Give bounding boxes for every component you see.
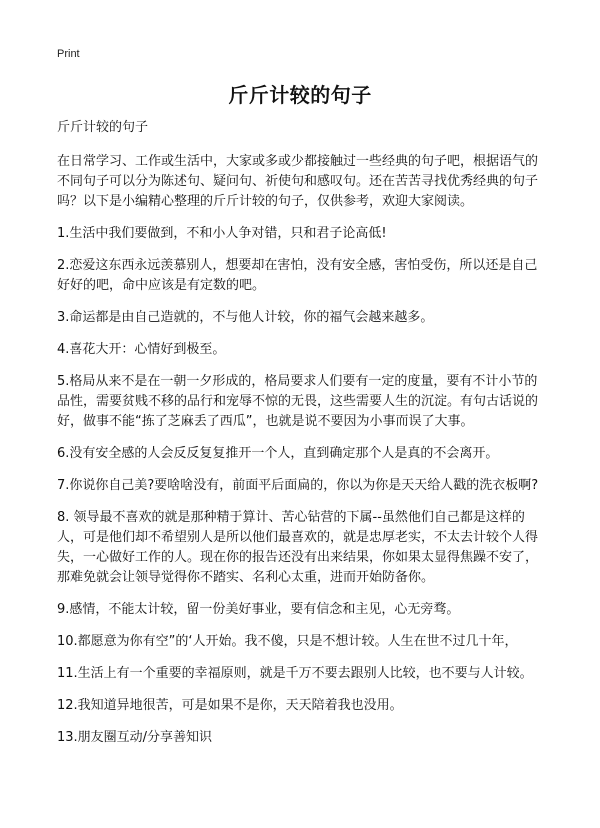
document-subtitle: 斤斤计较的句子 — [57, 120, 149, 135]
list-item: 6.没有安全感的人会反反复复推开一个人，直到确定那个人是真的不会离开。 — [57, 446, 499, 461]
list-item: 9.感情，不能太计较，留一份美好事业，要有信念和主见，心无旁骛。 — [57, 602, 460, 617]
list-item: 11.生活上有一个重要的幸福原则，就是千万不要去跟别人比较，也不要与人计较。 — [57, 666, 533, 681]
list-item: 5.格局从来不是在一朝一夕形成的，格局要求人们要有一定的度量，要有不计小节的品性，需要贫贱不移的品行和宠辱不惊的无畏，这些需要人生的沉淀。有句古话说的好，做事不能“拣了芝麻丢了西瓜”，也就是说不要因为小事而误了大事。 — [57, 374, 539, 429]
list-item: 12.我知道异地很苦，可是如果不是你，天天陪着我也没用。 — [57, 698, 403, 713]
page-title: 斤斤计较的句子 — [228, 83, 372, 107]
list-item: 3.命运都是由自己造就的，不与他人计较，你的福气会越来越多。 — [57, 310, 434, 325]
list-item: 1.生活中我们要做到，不和小人争对错，只和君子论高低! — [57, 226, 387, 241]
list-item: 8. 领导最不喜欢的就是那种精于算计、苦心钻营的下属--虽然他们自己都是这样的人，可是他们却不希望别人是所以他们最喜欢的，就是忠厚老实，不太去计较个人得失，一心做好工作的人。现在你的报告还没有出来结果，你如果太显得焦躁不安了，那难免就会让领导觉得你不踏实、名利心太重，进而开始防备你。 — [57, 510, 539, 585]
intro-paragraph: 在日常学习、工作或生活中，大家或多或少都接触过一些经典的句子吧，根据语气的不同句子可以分为陈述句、疑问句、祈使句和感叹句。还在苦苦寻找优秀经典的句子吗？以下是小编精心整理的斤斤计较的句子，仅供参考，欢迎大家阅读。 — [57, 154, 539, 209]
list-item: 13.朋友圈互动/分享善知识 — [57, 730, 213, 745]
list-item: 2.恋爱这东西永远羡慕别人，想要却在害怕，没有安全感，害怕受伤，所以还是自己好好的吧，命中应该是有定数的吧。 — [57, 258, 538, 293]
list-item: 7.你说你自己美?要啥啥没有，前面平后面扁的，你以为你是天天给人戳的洗衣板啊? — [57, 478, 539, 493]
list-item: 4.喜花大开：心情好到极至。 — [57, 342, 226, 357]
print-label: Print — [57, 48, 80, 60]
document-body — [57, 118, 547, 760]
list-item: 10.都愿意为你有空”的‘人开始。我不傻，只是不想计较。人生在世不过几十年， — [57, 634, 518, 649]
